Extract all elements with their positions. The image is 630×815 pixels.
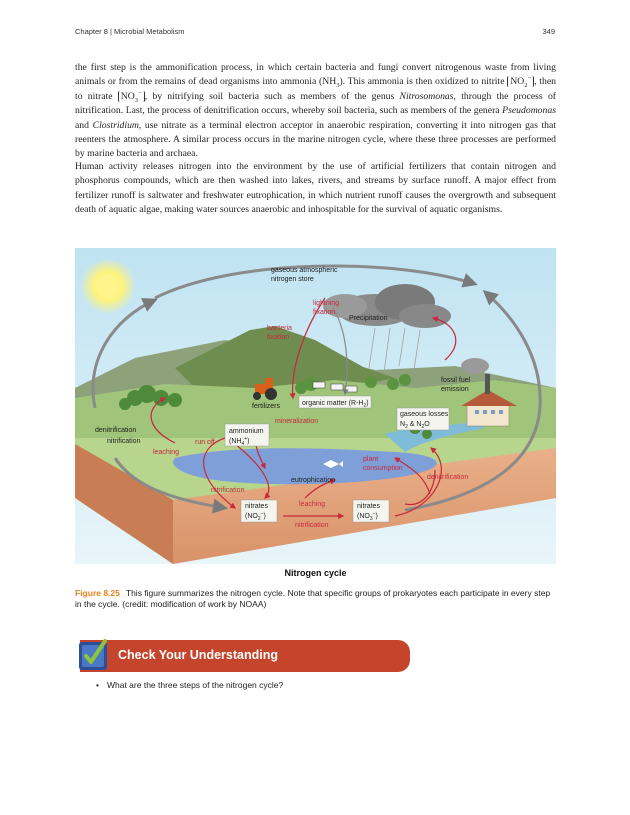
nitrate-sub: 3 bbox=[134, 96, 139, 104]
page-number: 349 bbox=[542, 27, 555, 36]
figure-number: Figure 8.25 bbox=[75, 588, 120, 598]
label-denitrification-left: denitrification bbox=[95, 427, 137, 434]
nitrate-sup: − bbox=[138, 89, 142, 97]
bullet-dot: • bbox=[96, 680, 99, 690]
no2-sub: 2 bbox=[257, 516, 261, 522]
nh4-sub: 4 bbox=[241, 441, 245, 447]
label-lightning-1: lightning bbox=[313, 300, 340, 307]
label-plant-1: plant bbox=[363, 456, 379, 463]
label-nitrification-bottom: nitrification bbox=[295, 522, 329, 529]
label-plant-2: consumption bbox=[363, 465, 403, 472]
check-understanding-title: Check Your Understanding bbox=[118, 648, 278, 662]
p1-text-5: , through the process of nitrification. Last, the process of denitrification occurs, whereby soil bacteria, such as members of the genera bbox=[75, 90, 557, 117]
label-denitrification-right: denitrification bbox=[427, 474, 469, 481]
organic-matter-text: organic matter (R-H bbox=[302, 400, 364, 407]
organic-matter-end: ) bbox=[366, 400, 369, 407]
check-understanding-banner bbox=[80, 640, 410, 672]
figure-title: Nitrogen cycle bbox=[284, 568, 347, 578]
smoke-cloud bbox=[461, 358, 489, 374]
no3-text: (NO bbox=[357, 513, 370, 520]
nitrite-base: NO bbox=[510, 76, 525, 88]
nitrate-formula bbox=[118, 91, 145, 102]
p1-text-4: , by nitrifying soil bacteria such as members of the genus bbox=[144, 90, 395, 102]
label-ammonium: ammonium bbox=[229, 428, 264, 435]
n2-sub: 2 bbox=[405, 424, 408, 430]
label-leaching-left: leaching bbox=[153, 449, 180, 456]
checkmark-box-icon bbox=[78, 639, 108, 673]
label-bacteria-1: bacteria bbox=[267, 325, 292, 332]
no3-end: ) bbox=[375, 513, 378, 520]
label-fossil-2: emission bbox=[441, 386, 469, 393]
review-question-text: What are the three steps of the nitrogen cycle? bbox=[106, 680, 284, 690]
label-mineralization: mineralization bbox=[275, 418, 319, 425]
label-nitrification-mid: nitrification bbox=[211, 487, 245, 494]
sun-core bbox=[96, 274, 120, 298]
no2-end: ) bbox=[263, 513, 266, 520]
p1-text-1: the first step is the ammonification process, in which certain bacteria and fungi convert nitrogenous waste from living animals or from the remains of dead organisms into ammonia (NH bbox=[75, 62, 556, 88]
label-nitrification-left: nitrification bbox=[107, 438, 141, 445]
nitrogen-cycle-diagram bbox=[75, 248, 556, 564]
no2-sup: − bbox=[260, 511, 264, 517]
label-run-off: run off bbox=[195, 439, 215, 446]
p1-sub-nh3: 3 bbox=[336, 82, 340, 90]
genus-pseudomonas: Pseudomonas bbox=[502, 105, 556, 117]
n2o-text: & N bbox=[407, 421, 422, 428]
nitrate-base: NO bbox=[120, 90, 135, 102]
genus-nitrosomonas: Nitrosomonas bbox=[399, 90, 454, 102]
n2o-sub: 2 bbox=[421, 424, 425, 430]
label-eutrophication: eutrophication bbox=[291, 477, 335, 484]
p1-text-7: , use nitrate as a terminal electron acceptor in anaerobic respiration, converting it into nitrogen gas that reenters the atmosphere. A similar process occurs in the marine nitrogen cycle, where these three processes are performed by marine bacteria and archaea. bbox=[75, 119, 556, 160]
chimney bbox=[485, 374, 490, 394]
label-nitrates-right: nitrates bbox=[357, 503, 380, 510]
label-precipitation: Precipitation bbox=[349, 315, 388, 322]
nitrogen-cycle-figure bbox=[75, 248, 556, 564]
paragraph-nitrogen-steps bbox=[75, 61, 556, 162]
label-gaseous-store-1: gaseous atmospheric bbox=[271, 267, 338, 274]
label-bacteria-2: fixation bbox=[267, 334, 290, 341]
no2-text: (NO bbox=[245, 513, 258, 520]
p1-text-6: and bbox=[75, 119, 89, 131]
figure-caption-text: This figure summarizes the nitrogen cycle. Note that specific groups of prokaryotes each participate in every step in the cycle. (credit: modification of work by NOAA) bbox=[75, 588, 551, 609]
label-gaseous-store-2: nitrogen store bbox=[271, 276, 314, 283]
genus-clostridium: Clostridium bbox=[92, 119, 139, 131]
chapter-header: Chapter 8 | Microbial Metabolism bbox=[75, 27, 185, 36]
n2o-end: O bbox=[424, 421, 430, 428]
label-fertilizers: fertilizers bbox=[252, 403, 281, 410]
nitrite-sup: − bbox=[527, 75, 532, 83]
no3-sup: − bbox=[372, 511, 376, 517]
nh4-sup: + bbox=[244, 436, 248, 442]
review-question bbox=[96, 680, 283, 690]
label-nitrates-left: nitrates bbox=[245, 503, 268, 510]
organic-matter-sub: 2 bbox=[363, 403, 367, 409]
label-fossil-1: fossil fuel bbox=[441, 377, 471, 384]
nh4-end: ) bbox=[247, 438, 250, 445]
n2-text: N bbox=[400, 421, 406, 428]
p1-text-3: , then to nitrate bbox=[75, 76, 556, 102]
paragraph-human-activity: Human activity releases nitrogen into the environment by the use of artificial fertilizers that contain nitrogen and phosphorus compounds, which are then washed into lakes, rivers, and streams by surface runoff. A major effect from fertilizer runoff is saltwater and freshwater eutrophication, in which nutrient runoff causes the overgrowth and subsequent death of aquatic algae, making water sources anaerobic and inhospitable for the survival of aquatic organisms. bbox=[75, 161, 556, 216]
p1-text-2: ). This ammonia is then oxidized to nitrite bbox=[339, 76, 505, 88]
label-gaseous-losses: gaseous losses bbox=[400, 411, 449, 418]
label-lightning-2: fixation bbox=[313, 309, 336, 316]
label-leaching-mid: leaching bbox=[299, 501, 326, 508]
no3-sub: 3 bbox=[369, 516, 373, 522]
nitrite-sub: 2 bbox=[524, 82, 528, 90]
nitrite-formula bbox=[507, 75, 534, 90]
nh4-text: (NH bbox=[229, 438, 242, 445]
figure-caption bbox=[75, 588, 556, 610]
